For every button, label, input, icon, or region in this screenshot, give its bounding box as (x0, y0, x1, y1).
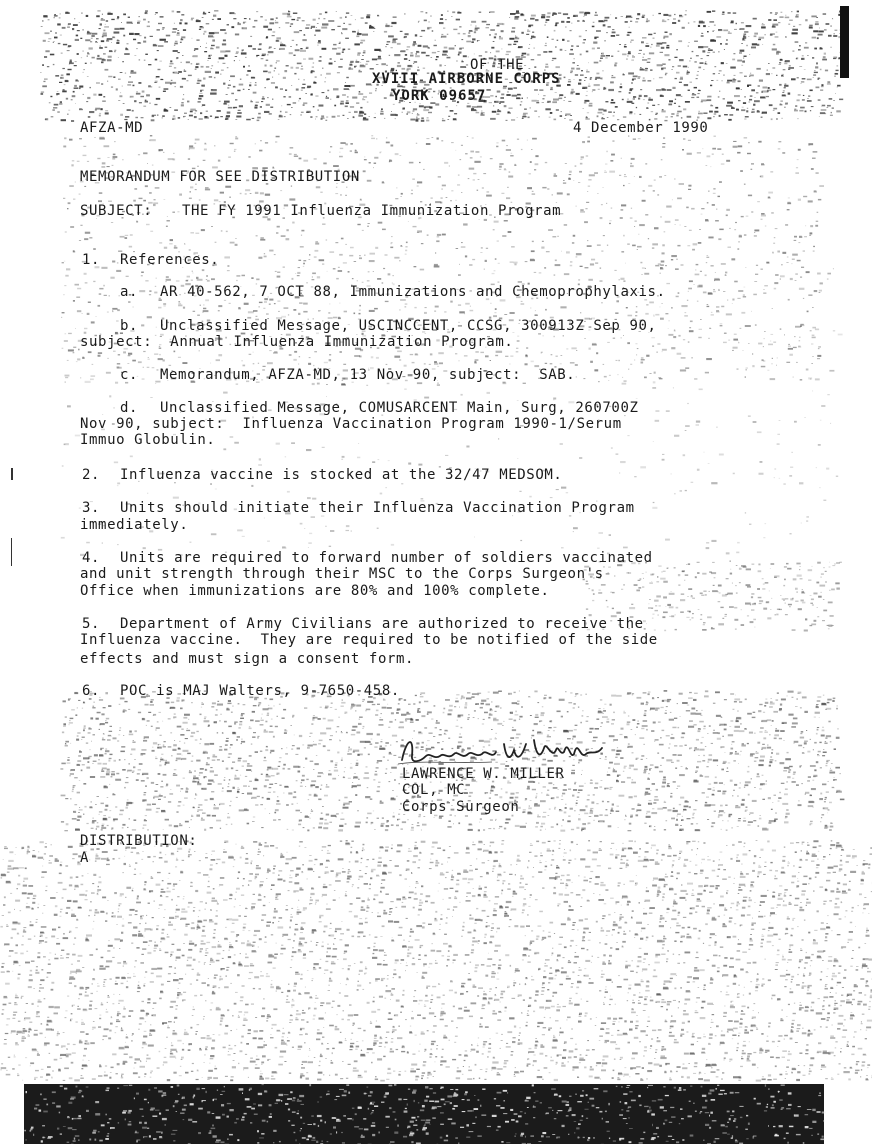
ref-line: subject: Annual Influenza Immunization Program. (80, 334, 514, 350)
para-line: POC is MAJ Walters, 9-7650-458. (120, 683, 400, 699)
scan-dark-band (0, 1080, 872, 1144)
scan-edge-mark (840, 6, 849, 78)
ref-line: Unclassified Message, USCINCCENT, CCSG, 300913Z Sep 90, (160, 318, 657, 334)
letterhead-line1: OF THE (470, 57, 525, 73)
distribution-label: DISTRIBUTION: (80, 833, 198, 849)
para-line: Units are required to forward number of soldiers vaccinated (120, 550, 653, 566)
para-number: 6. (82, 683, 101, 699)
references-heading: References. (120, 252, 220, 268)
para-line: Influenza vaccine. They are required to be notified of the side (80, 632, 658, 648)
para-number: 2. (82, 467, 101, 483)
ref-letter: d. (120, 400, 139, 416)
ref-line: Nov 90, subject: Influenza Vaccination Program 1990-1/Serum (80, 416, 622, 432)
memo-for-line: MEMORANDUM FOR SEE DISTRIBUTION (80, 169, 360, 185)
para-line: Influenza vaccine is stocked at the 32/47 MEDSOM. (120, 467, 563, 483)
para-line: Department of Army Civilians are authorized to receive the (120, 616, 644, 632)
para-number: 3. (82, 500, 101, 516)
office-symbol: AFZA-MD (80, 120, 144, 136)
para-number: 1. (82, 252, 101, 268)
para-number: 4. (82, 550, 101, 566)
scan-margin-mark (11, 468, 13, 480)
ref-line: Immuo Globulin. (80, 432, 216, 448)
memo-date: 4 December 1990 (573, 120, 709, 136)
ref-line: Unclassified Message, COMUSARCENT Main, Surg, 260700Z (160, 400, 639, 416)
letterhead-line2: XVIII AIRBORNE CORPS (372, 71, 561, 87)
signer-rank: COL, MC (402, 782, 466, 798)
ref-line: Memorandum, AFZA-MD, 13 Nov 90, subject: SAB. (160, 367, 576, 383)
para-line: Office when immunizations are 80% and 100% complete. (80, 583, 550, 599)
scan-margin-mark (11, 538, 12, 566)
signer-title: Corps Surgeon (402, 799, 520, 815)
letterhead-line3: YORK 09657 (392, 88, 487, 104)
ref-line: AR 40-562, 7 OCT 88, Immunizations and Chemoprophylaxis. (160, 284, 666, 300)
subject-label: SUBJECT: (80, 203, 153, 219)
signer-name: LAWRENCE W. MILLER (402, 766, 565, 782)
ref-letter: c. (120, 367, 139, 383)
para-number: 5. (82, 616, 101, 632)
ref-letter: a. (120, 284, 139, 300)
distribution-value: A (80, 850, 90, 866)
para-line: Units should initiate their Influenza Vaccination Program (120, 500, 635, 516)
para-line: immediately. (80, 517, 189, 533)
para-line: effects and must sign a consent form. (80, 651, 415, 667)
para-line: and unit strength through their MSC to the Corps Surgeon's (80, 566, 604, 582)
ref-letter: b. (120, 318, 139, 334)
subject-text: THE FY 1991 Influenza Immunization Program (182, 203, 562, 219)
